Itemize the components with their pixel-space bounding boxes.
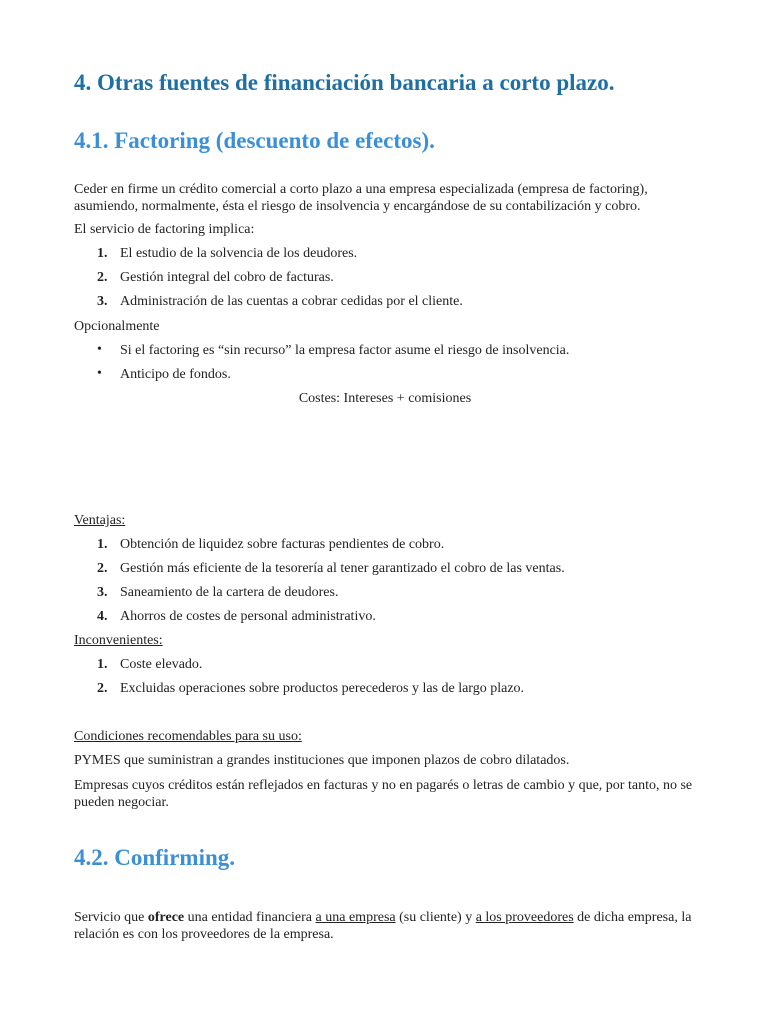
confirming-paragraph: Servicio que ofrece una entidad financiera a una empresa (su cliente) y a los proveedores de dicha empresa, la relación es con los proveedores de la empresa. <box>74 910 692 942</box>
costs-line: Costes: Intereses + comisiones <box>298 391 472 406</box>
service-list <box>74 245 696 317</box>
disadvantages-label: Inconvenientes: <box>74 633 163 648</box>
main-heading: 4. Otras fuentes de financiación bancaria a corto plazo. <box>74 70 615 95</box>
factoring-heading: 4.1. Factoring (descuento de efectos). <box>74 128 435 153</box>
optional-label: Opcionalmente <box>74 319 160 334</box>
conditions-label: Condiciones recomendables para su uso: <box>74 729 302 744</box>
advantages-list <box>74 536 696 632</box>
list-item: 3. Saneamiento de la cartera de deudores. <box>97 585 339 600</box>
condition-1: PYMES que suministran a grandes instituciones que imponen plazos de cobro dilatados. <box>74 753 570 768</box>
list-item: 2. Gestión integral del cobro de facturas. <box>97 270 334 285</box>
optional-list <box>74 342 696 390</box>
list-item: 2. Excluidas operaciones sobre productos perecederos y las de largo plazo. <box>97 681 525 696</box>
disadvantages-list <box>74 656 696 704</box>
list-item: 3. Administración de las cuentas a cobrar cedidas por el cliente. <box>97 294 463 309</box>
list-item: 2. Gestión más eficiente de la tesorería al tener garantizado el cobro de las ventas. <box>97 561 565 576</box>
bold-word: ofrece <box>147 910 185 925</box>
list-item: 1. El estudio de la solvencia de los deudores. <box>97 246 358 261</box>
bullet-icon: • <box>97 342 102 357</box>
list-item: 1. Obtención de liquidez sobre facturas pendientes de cobro. <box>97 537 445 552</box>
list-item: 1. Coste elevado. <box>97 657 203 672</box>
list-item: • Si el factoring es “sin recurso” la empresa factor asume el riesgo de insolvencia. <box>97 342 570 358</box>
factoring-intro: Ceder en firme un crédito comercial a corto plazo a una empresa especializada (empresa de factoring), asumiendo, normalmente, ésta el riesgo de insolvencia y encargándose de su contabilización y cobro. <box>74 182 648 214</box>
advantages-label: Ventajas: <box>74 513 126 528</box>
confirming-heading: 4.2. Confirming. <box>74 845 235 870</box>
underlined-phrase: a una empresa <box>315 910 396 925</box>
list-item: 4. Ahorros de costes de personal administrativo. <box>97 609 376 624</box>
list-item: • Anticipo de fondos. <box>97 366 231 382</box>
bullet-icon: • <box>97 366 102 381</box>
underlined-phrase: a los proveedores <box>475 910 574 925</box>
service-label: El servicio de factoring implica: <box>74 222 255 237</box>
condition-2: Empresas cuyos créditos están reflejados en facturas y no en pagarés o letras de cambio y que, por tanto, no se pueden negociar. <box>74 778 693 810</box>
